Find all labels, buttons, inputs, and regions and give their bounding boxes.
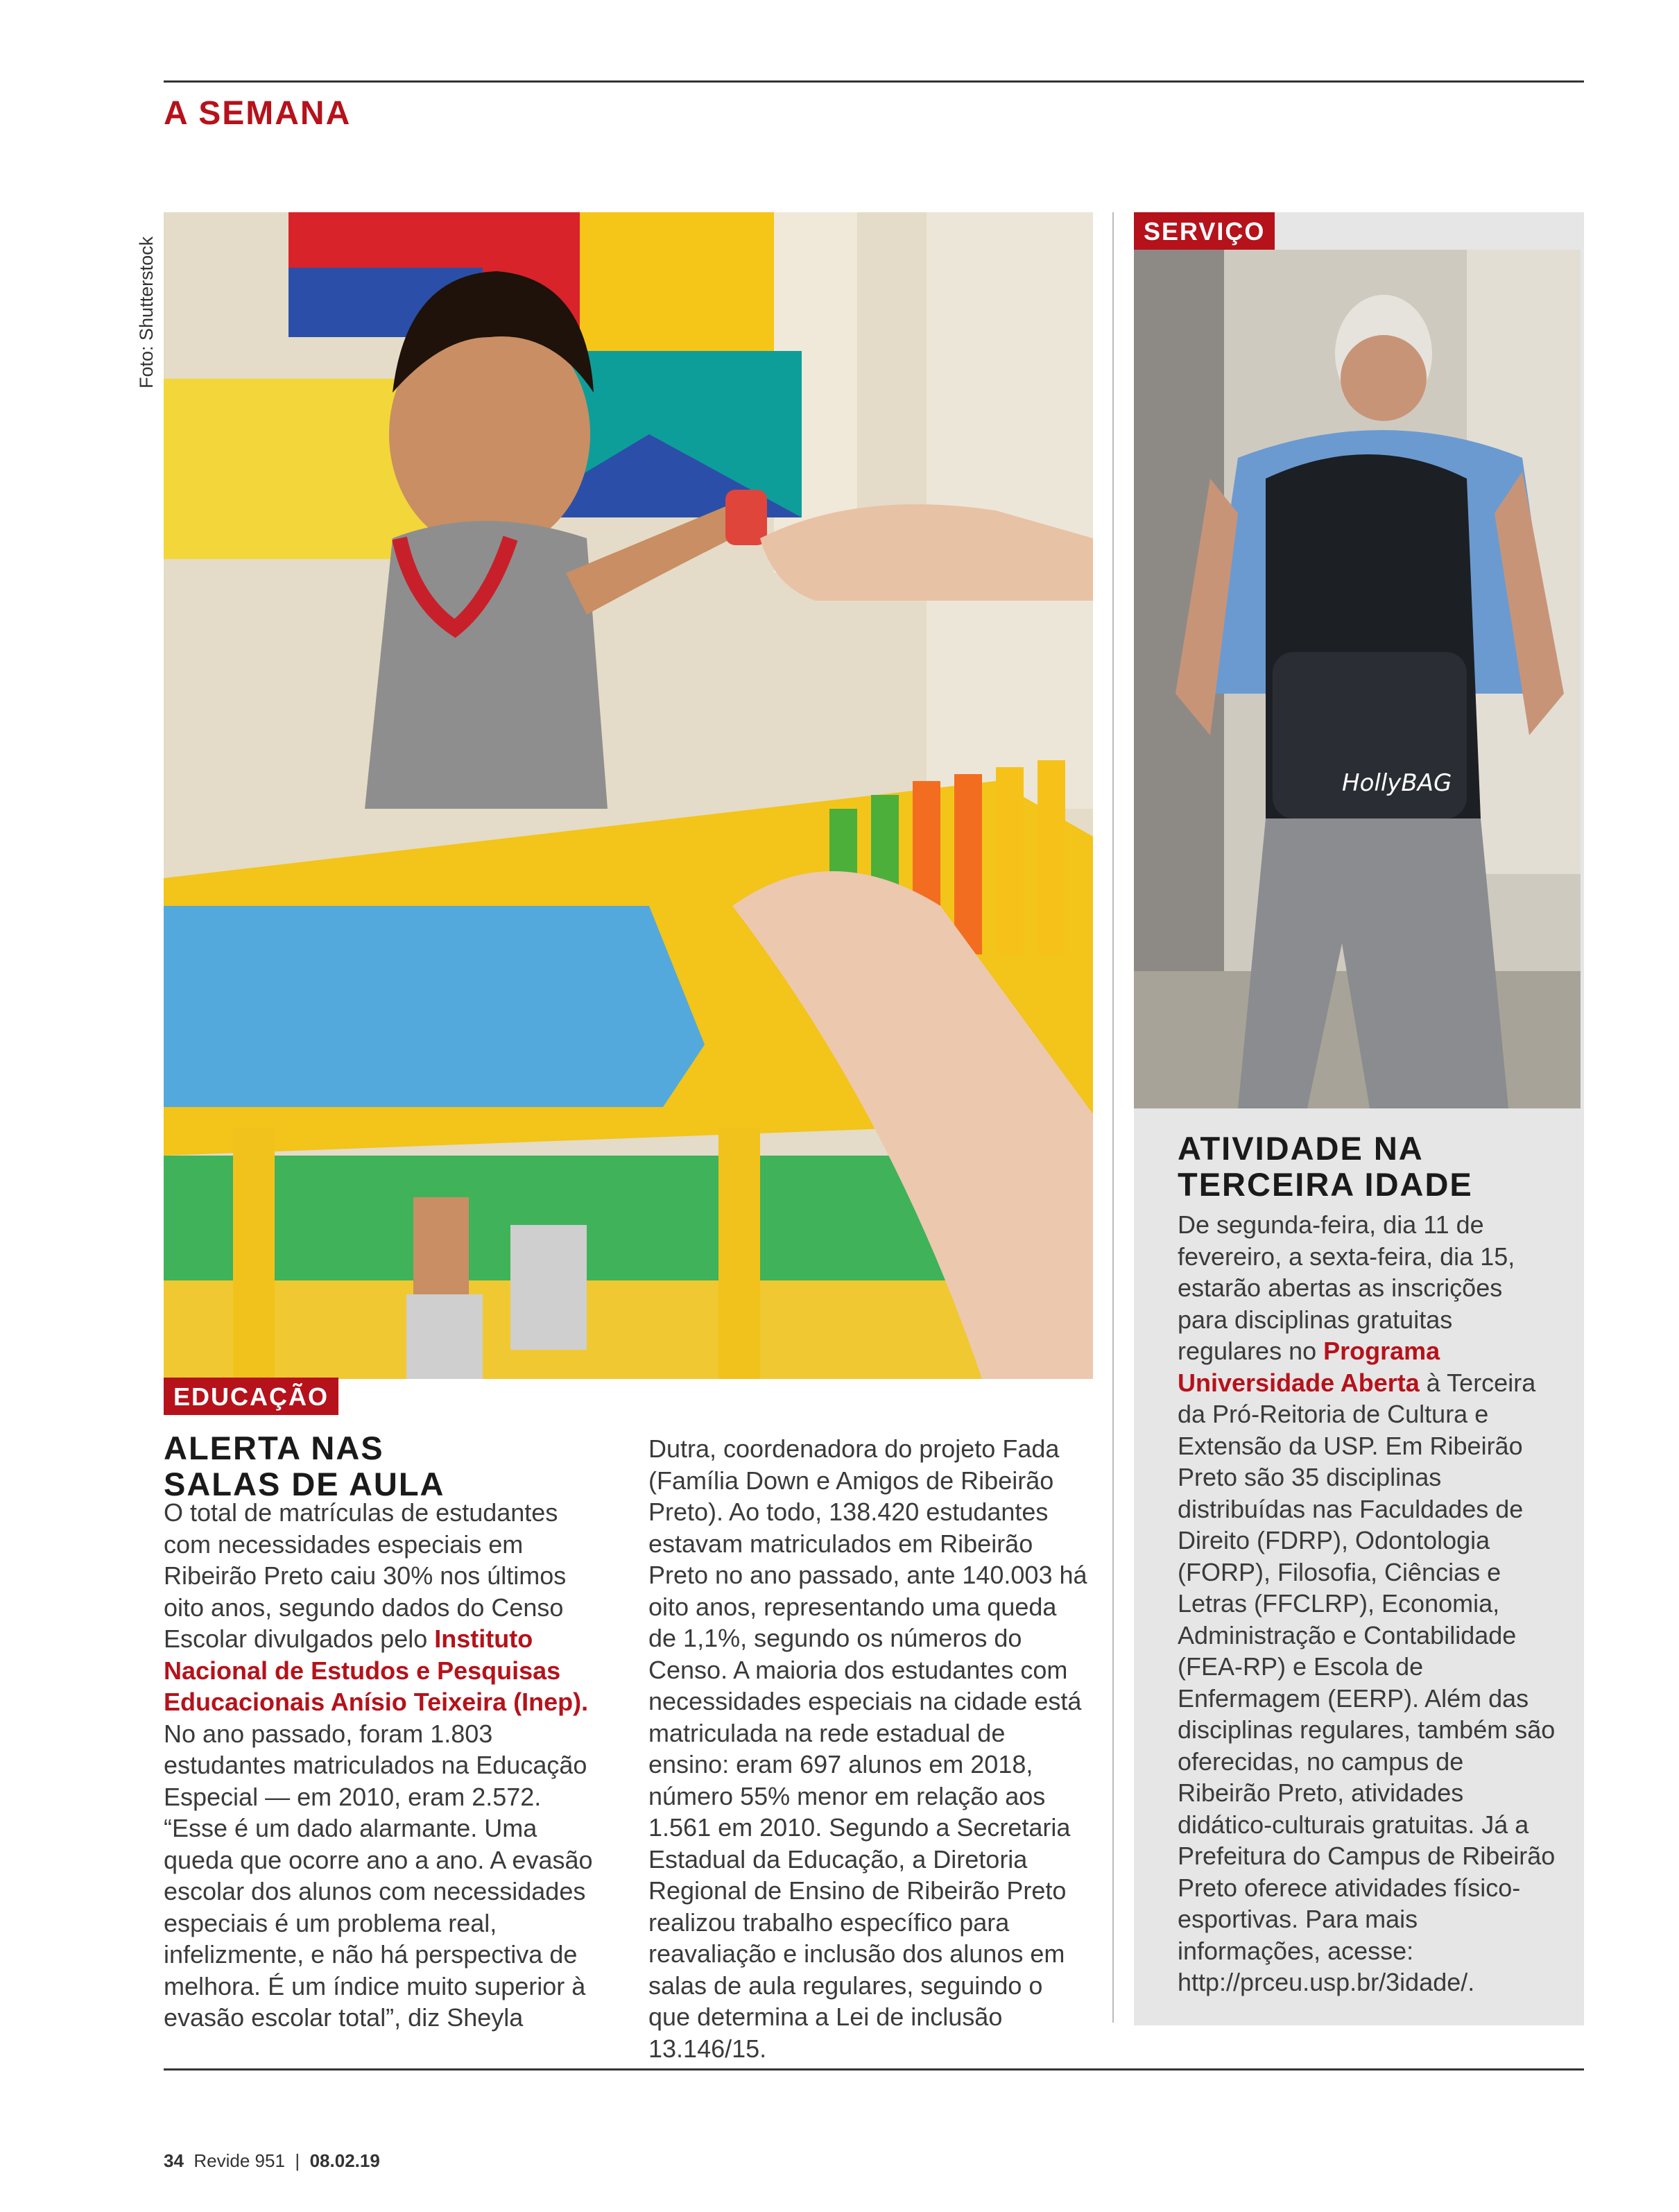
main-photo-child-playing [164,212,1093,1379]
service-body-part2: à Terceira da Pró-Reitoria de Cultura e Extensão da USP. Em Ribeirão Preto são 35 disciplinas distribuídas nas Faculdades de Direito (FDRP), Odontologia (FORP), Filosofia, Ciências e Letras (FFCLRP), Economia, Administração e Contabilidade (FEA-RP) e Escola de Enfermagem (EERP). Além das disciplinas regulares, também são oferecidas, no campus de Ribeirão Preto, atividades didático-culturais gratuitas. Já a Prefeitura do Campus de Ribeirão Preto oferece atividades físico-esportivas. Para mais informações, acesse: http://prceu.usp.br/3idade/. [1178,1368,1556,1996]
service-body-part1: De segunda-feira, dia 11 de fevereiro, a sexta-feira, dia 15, estarão abertas as inscrições para disciplinas gratuitas regulares no [1178,1210,1515,1365]
folio-separator: | [295,2150,300,2171]
folio [164,2150,380,2172]
education-col1-part2: No ano passado, foram 1.803 estudantes matriculados na Educação Especial — em 2010, eram 2.572. “Esse é um dado alarmante. Uma queda que ocorre ano a ano. A evasão escolar dos alunos com necessidades especiais é um problema real, infelizmente, e não há perspectiva de melhora. É um índice muito superior à evasão escolar total”, diz Sheyla [164,1719,593,2032]
service-headline-line1: ATIVIDADE NA [1178,1130,1424,1167]
service-tag: SERVIÇO [1134,212,1275,250]
service-headline-line2: TERCEIRA IDADE [1178,1166,1473,1203]
service-headline [1178,1131,1473,1203]
education-column-2 [648,1433,1089,2064]
education-headline-line2: SALAS DE AULA [164,1466,445,1502]
service-program-link: Programa Universidade Aberta [1178,1337,1440,1397]
backpack-brand-label: HollyBAG [1342,769,1452,797]
column-divider [1112,212,1114,2023]
top-rule [164,80,1584,83]
education-tag: EDUCAÇÃO [164,1378,338,1415]
photo-credit: Foto: Shutterstock [136,236,157,388]
magazine-issue: Revide 951 [193,2150,285,2171]
education-col1-part1: O total de matrículas de estudantes com necessidades especiais em Ribeirão Preto caiu 30% nos últimos oito anos, segundo dados do Censo Escolar divulgados pelo [164,1498,567,1653]
issue-date: 08.02.19 [309,2150,380,2171]
education-column-1 [164,1497,604,2034]
section-title: A SEMANA [164,95,352,132]
education-col2-text: Dutra, coordenadora do projeto Fada (Família Down e Amigos de Ribeirão Preto). Ao todo, 138.420 estudantes estavam matriculados em Ribeirão Preto no ano passado, ante 140.003 há oito anos, representando uma queda de 1,1%, segundo os números do Censo. A maioria dos estudantes com necessidades especiais na cidade está matriculada na rede estadual de ensino: eram 697 alunos em 2018, número 55% menor em relação aos 1.561 em 2010. Segundo a Secretaria Estadual da Educação, a Diretoria Regional de Ensino de Ribeirão Preto realizou trabalho específico para reavaliação e inclusão dos alunos em salas de aula regulares, seguindo o que determina a Lei de inclusão 13.146/15. [648,1434,1087,2063]
sidebar-photo-elderly-man [1134,250,1581,1108]
education-headline [164,1430,445,1502]
education-headline-line1: ALERTA NAS [164,1430,384,1466]
bottom-rule [164,2068,1584,2070]
service-body [1178,1209,1556,1998]
education-inep-highlight: Instituto Nacional de Estudos e Pesquisas Educacionais Anísio Teixeira (Inep). [164,1624,589,1716]
page-number: 34 [164,2150,184,2171]
